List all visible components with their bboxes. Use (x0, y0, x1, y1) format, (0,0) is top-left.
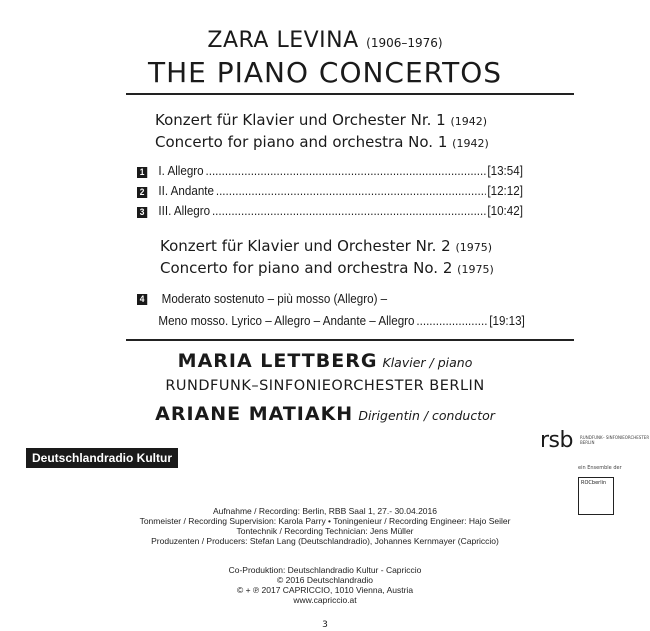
concerto2-title-de: Konzert für Klavier und Orchester Nr. 2 (160, 237, 451, 255)
concerto1-year-en: (1942) (452, 137, 489, 150)
track-label-line2: Meno mosso. Lyrico – Allegro – Andante – Allegro (158, 314, 415, 328)
track-label: II. Andante (158, 184, 214, 198)
concerto1-heading (155, 110, 489, 154)
leader-dots (416, 314, 487, 328)
track-number-badge: 3 (137, 207, 147, 218)
track-list-1 (137, 164, 523, 218)
credit-supervision: Tonmeister / Recording Supervision: Karola Parry • Toningenieur / Recording Engineer: Hajo Seiler (139, 516, 511, 526)
track-time: [10:42] (487, 204, 523, 218)
track-number-badge: 2 (137, 187, 147, 198)
credit-producers: Produzenten / Producers: Stefan Lang (Deutschlandradio), Johannes Kernmayer (Capriccio) (151, 536, 499, 546)
rsb-logo (540, 428, 650, 453)
track-label-line1: Moderato sostenuto – più mosso (Allegro) – (161, 292, 388, 306)
top-rule (126, 93, 574, 95)
track-row-continuation (158, 314, 524, 328)
credit-technician: Tontechnik / Recording Technician: Jens Müller (236, 526, 414, 536)
credit-recording: Aufnahme / Recording: Berlin, RBB Saal 1, 27.- 30.04.2016 (213, 506, 437, 516)
leader-dots (205, 164, 485, 178)
credit-coproduction: Co-Produktion: Deutschlandradio Kultur - Capriccio (228, 565, 422, 575)
composer-name: ZARA LEVINA (207, 28, 359, 53)
leader-dots (216, 184, 486, 198)
track-time: [19:13] (489, 314, 525, 328)
website-link[interactable]: www.capriccio.at (293, 595, 357, 605)
rsb-logo-subtext: RUNDFUNK– SINFONIEORCHESTER BERLIN (580, 435, 650, 445)
conductor-line (0, 403, 650, 425)
track-number-badge: 1 (137, 167, 147, 178)
pianist-line (0, 350, 650, 372)
pianist-role: Klavier / piano (382, 355, 473, 370)
concerto2-heading (160, 236, 494, 280)
track-row[interactable] (137, 292, 525, 306)
recording-credits (0, 506, 650, 546)
track-label: III. Allegro (158, 204, 211, 218)
page-number: 3 (322, 620, 328, 630)
concerto1-title-de: Konzert für Klavier und Orchester Nr. 1 (155, 111, 446, 129)
concerto1-year-de: (1942) (450, 115, 488, 128)
pianist-name: MARIA LETTBERG (177, 350, 378, 372)
composer-years: (1906–1976) (366, 36, 443, 50)
track-row[interactable] (137, 204, 523, 218)
roc-berlin-logo-text: ROCberlin (581, 480, 607, 486)
concerto2-year-de: (1975) (455, 241, 493, 254)
ensemble-caption: ein Ensemble der (578, 465, 622, 471)
copyright-line-1: © 2016 Deutschlandradio (276, 575, 374, 585)
concerto2-year-en: (1975) (457, 263, 494, 276)
bottom-rule (126, 339, 574, 341)
track-time: [13:54] (487, 164, 523, 178)
copyright-line-2: © + ℗ 2017 CAPRICCIO, 1010 Vienna, Austria (236, 585, 414, 595)
track-row[interactable] (137, 184, 523, 198)
conductor-name: ARIANE MATIAKH (155, 403, 354, 425)
concerto1-title-en: Concerto for piano and orchestra No. 1 (155, 133, 448, 151)
orchestra-name: RUNDFUNK–SINFONIEORCHESTER BERLIN (165, 378, 485, 394)
copyright-block (0, 565, 650, 605)
track-row[interactable] (137, 164, 523, 178)
album-title: THE PIANO CONCERTOS (147, 56, 503, 89)
composer-heading (0, 28, 650, 53)
track-number-badge: 4 (137, 294, 147, 305)
track-list-2 (137, 292, 525, 328)
rsb-logo-text: rsb (540, 428, 573, 453)
leader-dots (212, 204, 486, 218)
conductor-role: Dirigentin / conductor (358, 408, 495, 423)
track-label: I. Allegro (158, 164, 204, 178)
track-time: [12:12] (487, 184, 523, 198)
concerto2-title-en: Concerto for piano and orchestra No. 2 (160, 259, 453, 277)
deutschlandradio-logo: Deutschlandradio Kultur (26, 448, 178, 468)
